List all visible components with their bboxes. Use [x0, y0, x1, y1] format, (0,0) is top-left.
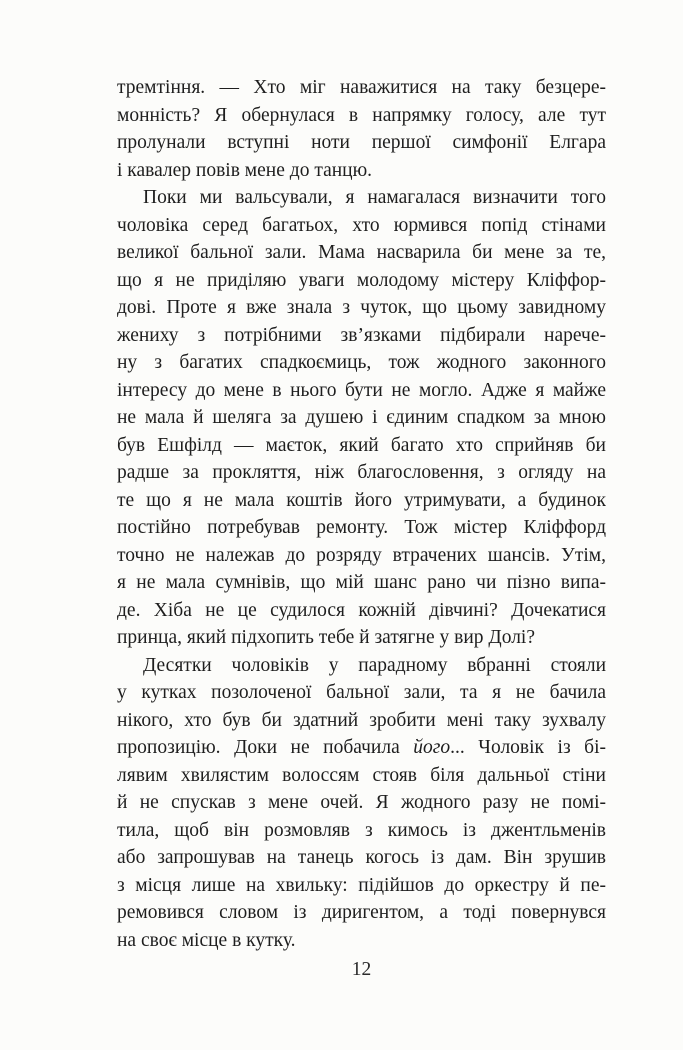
paragraph	[117, 184, 606, 652]
text-segment: ... Чоловік із бі-	[450, 737, 607, 758]
text-line: де. Хіба не це судилося кожній дівчині? Дочекатися	[117, 599, 606, 621]
paragraph	[117, 652, 606, 955]
text-line: ну з багатих спадкоємиць, тож жодного законного	[117, 352, 606, 373]
text-line	[117, 734, 606, 762]
text-line: і кавалер повів мене до танцю.	[117, 159, 373, 181]
text-line: що я не приділяю уваги молодому містеру Кліффор-	[117, 269, 606, 291]
text-line: Десятки чоловіків у парадному вбранні стояли	[143, 654, 606, 676]
text-line: дові. Проте я вже знала з чуток, що цьому завидному	[117, 297, 606, 318]
text-line: тремтіння. — Хто міг наважитися на таку безцере-	[117, 77, 606, 98]
text-line: жениху з потрібними зв’язками підбирали нарече-	[117, 324, 606, 346]
text-line: з місця лише на хвильку: підійшов до оркестру й пе-	[117, 874, 606, 896]
text-line: тила, щоб він розмовляв з кимось із джентльменів	[117, 819, 606, 841]
text-line: монність? Я обернулася в напрямку голосу, але тут	[117, 104, 606, 126]
text-line: у кутках позолоченої бальної зали, та я не бачила	[117, 682, 606, 703]
text-segment: пропозицію. Доки не побачила	[117, 737, 414, 758]
text-line: постійно потребував ремонту. Тож містер Кліффорд	[117, 517, 606, 538]
text-line: нікого, хто був би здатний зробити мені таку зухвалу	[117, 709, 606, 731]
page-number: 12	[351, 959, 372, 980]
italic-text: його	[413, 737, 451, 758]
text-line: точно не належав до розряду втрачених шансів. Утім,	[117, 544, 606, 566]
text-line: Поки ми вальсували, я намагалася визначити того	[143, 187, 606, 208]
text-line: ремовився словом із диригентом, а тоді повернувся	[117, 902, 606, 923]
text-line: не мала й шеляга за душею і єдиним спадком за мною	[117, 407, 606, 428]
text-line: я не мала сумнівів, що мій шанс рано чи пізно випа-	[117, 572, 606, 593]
paragraph	[117, 74, 606, 184]
text-line: пролунали вступні ноти першої симфонії Елгара	[117, 132, 606, 153]
page-text	[117, 74, 606, 954]
text-line: те що я не мала коштів його утримувати, а будинок	[117, 489, 606, 511]
text-line: великої бальної зали. Мама насварила би мене за те,	[117, 242, 606, 263]
text-line: або запрошував на танець когось із дам. Він зрушив	[117, 847, 606, 868]
text-line: на своє місце в кутку.	[117, 929, 296, 951]
text-line: принца, який підхопить тебе й затягне у вир Долі?	[117, 627, 536, 648]
text-line: був Ешфілд — маєток, який багато хто сприйняв би	[117, 434, 606, 456]
text-line: лявим хвилястим волоссям стояв біля дальньої стіни	[117, 764, 606, 786]
text-line: чоловіка серед багатьох, хто юрмився попід стінами	[117, 214, 606, 236]
text-line: інтересу до мене в нього бути не могло. Адже я майже	[117, 379, 606, 401]
text-line: радше за прокляття, ніж благословення, з огляду на	[117, 462, 606, 483]
text-line: й не спускав з мене очей. Я жодного разу не помі-	[117, 792, 606, 813]
